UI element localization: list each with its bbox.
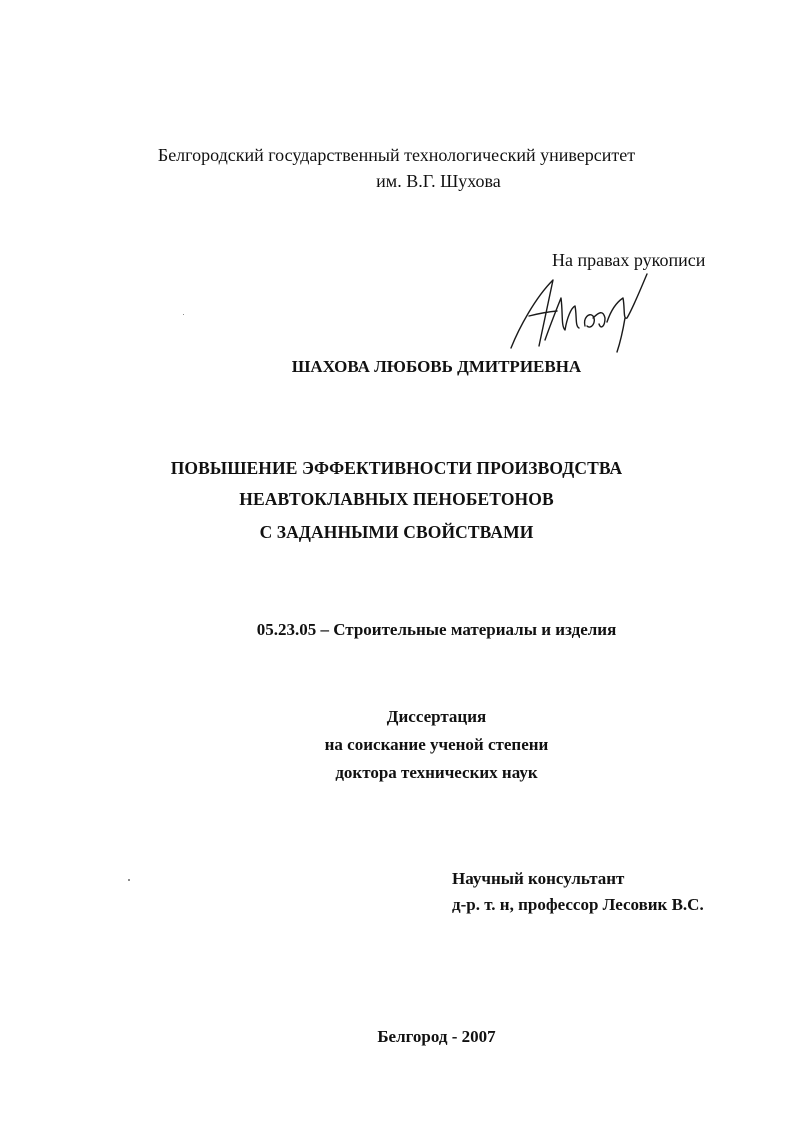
university-name: Белгородский государственный технологический университет [157,145,636,165]
scan-speck [183,314,184,315]
title-line-3: С ЗАДАННЫМИ СВОЙСТВАМИ [259,522,534,542]
scan-speck [128,879,130,881]
dissertation-label: Диссертация [386,707,487,726]
university-named-after: им. В.Г. Шухова [376,171,501,191]
city-year: Белгород - 2007 [377,1027,496,1046]
manuscript-rights-note: На правах рукописи [552,250,706,270]
consultant-label: Научный консультант [452,869,625,888]
consultant-name: д-р. т. н, профессор Лесовик В.С. [452,895,704,914]
title-line-2: НЕАВТОКЛАВНЫХ ПЕНОБЕТОНОВ [239,489,554,509]
degree-name: доктора технических наук [335,763,538,782]
signature-icon [505,268,655,358]
degree-purpose: на соискание ученой степени [324,735,549,754]
specialty-code: 05.23.05 – Строительные материалы и изделия [256,620,617,639]
title-line-1: ПОВЫШЕНИЕ ЭФФЕКТИВНОСТИ ПРОИЗВОДСТВА [170,458,623,478]
author-name: ШАХОВА ЛЮБОВЬ ДМИТРИЕВНА [291,357,582,376]
